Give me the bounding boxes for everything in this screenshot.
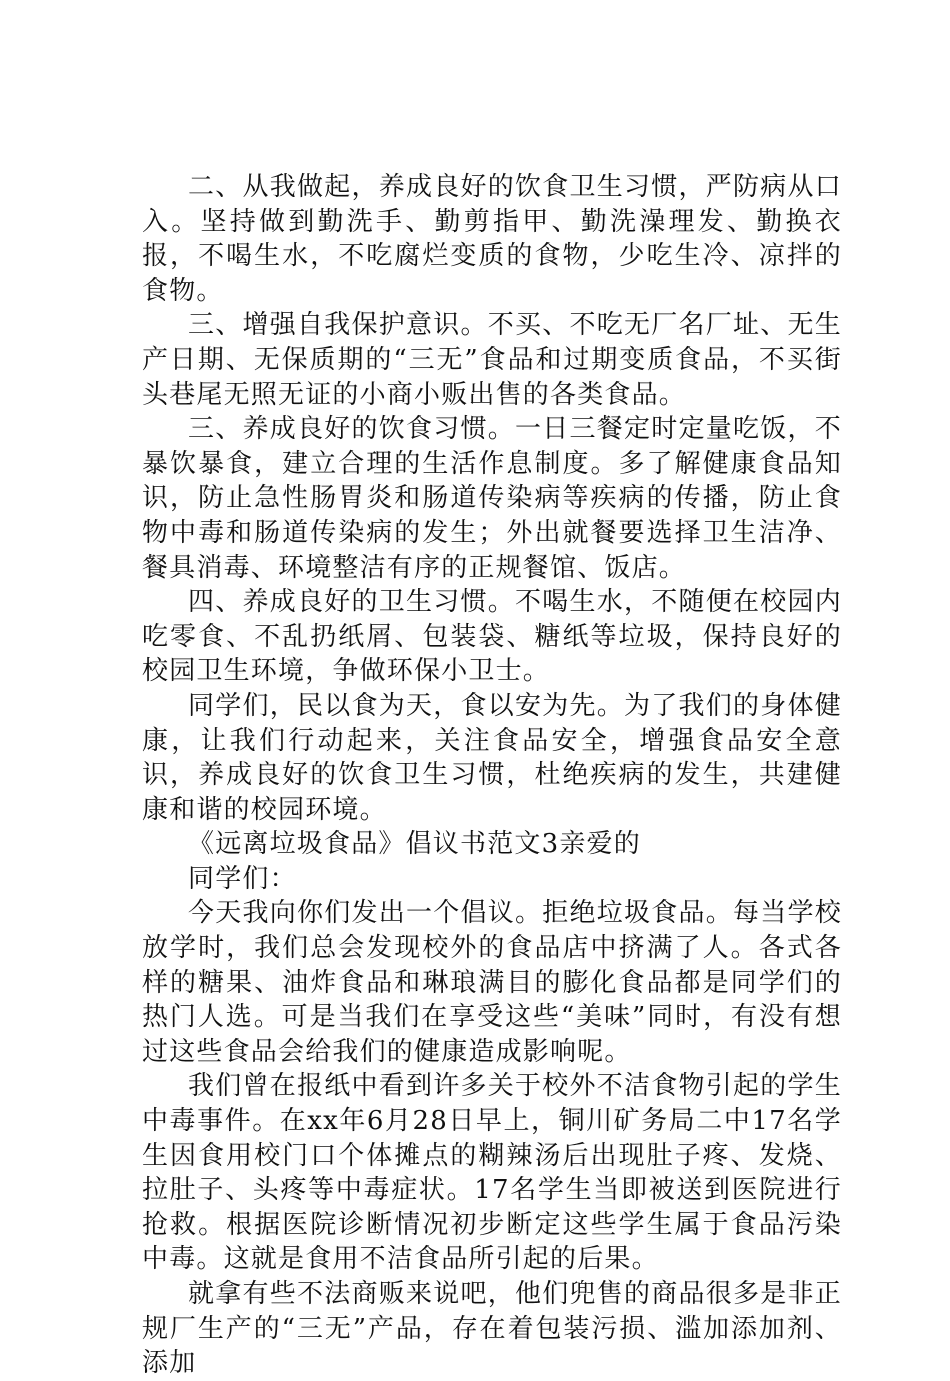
salutation: 同学们： [188, 863, 297, 894]
document-body [142, 170, 842, 1381]
paragraph-vendors: 就拿有些不法商贩来说吧，他们兜售的商品很多是非正规厂生产的“三无”产品，存在着包装污损、滥加添加剂、添加 [142, 1279, 842, 1379]
paragraph-incident: 我们曾在报纸中看到许多关于校外不洁食物引起的学生中毒事件。在xx年6月28日早上，铜川矿务局二中17名学生因食用校门口个体摊点的糊辣汤后出现肚子疼、发烧、拉肚子、头疼等中毒症状。17名学生当即被送到医院进行抢救。根据医院诊断情况初步断定这些学生属于食品污染中毒。这就是食用不洁食品所引起的后果。 [142, 1071, 842, 1275]
paragraph-sanitary-habits: 四、养成良好的卫生习惯。不喝生水，不随便在校园内吃零食、不乱扔纸屑、包装袋、糖纸等垃圾，保持良好的校园卫生环境，争做环保小卫士。 [142, 587, 842, 687]
paragraph-eating-habits: 三、养成良好的饮食习惯。一日三餐定时定量吃饭，不暴饮暴食，建立合理的生活作息制度。多了解健康食品知识，防止急性肠胃炎和肠道传染病等疾病的传播，防止食物中毒和肠道传染病的发生；外出就餐要选择卫生洁净、餐具消毒、环境整洁有序的正规餐馆、饭店。 [142, 414, 842, 583]
paragraph-habits-hygiene: 二、从我做起，养成良好的饮食卫生习惯，严防病从口入。坚持做到勤洗手、勤剪指甲、勤洗澡理发、勤换衣报，不喝生水，不吃腐烂变质的食物，少吃生冷、凉拌的食物。 [142, 172, 842, 306]
paragraph-self-protection: 三、增强自我保护意识。不买、不吃无厂名厂址、无生产日期、无保质期的“三无”食品和过期变质食品，不买街头巷尾无照无证的小商小贩出售的各类食品。 [142, 310, 842, 410]
section-heading: 《远离垃圾食品》倡议书范文3亲爱的 [188, 829, 641, 860]
paragraph-proposal: 今天我向你们发出一个倡议。拒绝垃圾食品。每当学校放学时，我们总会发现校外的食品店中挤满了人。各式各样的糖果、油炸食品和琳琅满目的膨化食品都是同学们的热门人选。可是当我们在享受这些“美味”同时，有没有想过这些食品会给我们的健康造成影响呢。 [142, 898, 842, 1067]
paragraph-closing-appeal: 同学们，民以食为天，食以安为先。为了我们的身体健康，让我们行动起来，关注食品安全，增强食品安全意识，养成良好的饮食卫生习惯，杜绝疾病的发生，共建健康和谐的校园环境。 [142, 690, 842, 825]
